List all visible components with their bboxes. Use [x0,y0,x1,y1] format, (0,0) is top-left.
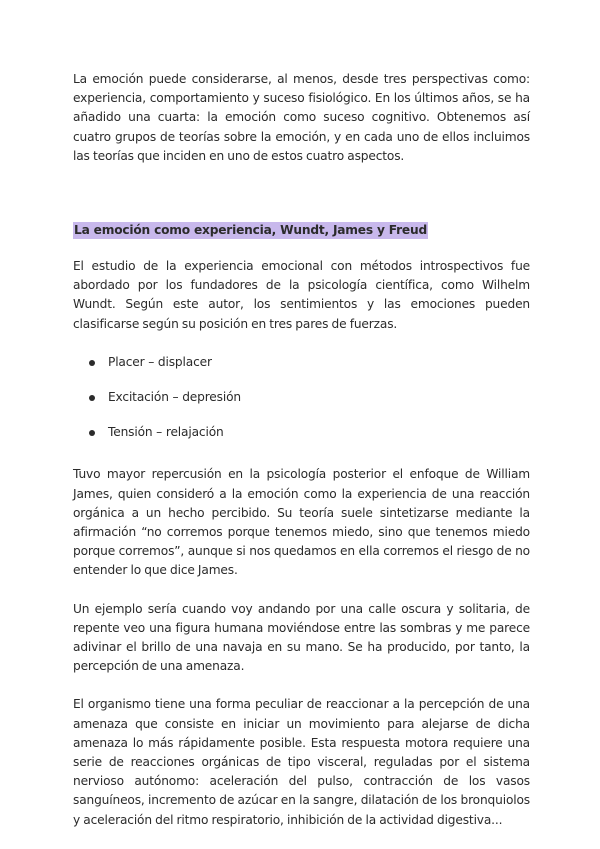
forces-list [73,353,530,443]
section-heading-wrapper [73,219,530,257]
bullet-icon [89,430,95,436]
wundt-paragraph: El estudio de la experiencia emocional con métodos introspectivos fue abordado por los fundadores de la psicología científica, como Wilhelm Wundt. Según este autor, los sentimientos y las emociones pueden clasificarse según su posición en tres pares de fuerzas. [73,259,530,331]
section-heading: La emoción como experiencia, Wundt, James y Freud [74,223,427,238]
list-item [73,388,530,407]
bullet-icon [89,360,95,366]
list-item [73,423,530,442]
james-paragraph: Tuvo mayor repercusión en la psicología posterior el enfoque de William James, quien consideró a la emoción como la experiencia de una reacción orgánica a un hecho percibido. Su teoría suele sintetizarse mediante la afirmación “no corremos porque tenemos miedo, sino que tenemos miedo porque corremos”, aunque si nos quedamos en ella corremos el riesgo de no entender lo que dice James. [73,467,530,578]
list-item-text: Tensión – relajación [108,425,224,440]
list-item-text: Excitación – depresión [108,390,241,405]
intro-paragraph: La emoción puede considerarse, al menos, desde tres perspectivas como: experiencia, comportamiento y suceso fisiológico. En los últimos años, se ha añadido una cuarta: la emoción como suceso cognitivo. Obtenemos así cuatro grupos de teorías sobre la emoción, y en cada uno de ellos incluimos las teorías que inciden en uno de estos cuatro aspectos. [73,72,530,163]
list-item-text: Placer – displacer [108,354,212,369]
document-page [73,70,530,849]
bullet-icon [89,395,95,401]
organism-paragraph: El organismo tiene una forma peculiar de reaccionar a la percepción de una amenaza que consiste en iniciar un movimiento para alejarse de dicha amenaza lo más rápidamente posible. Esta respuesta motora requiere una serie de reacciones orgánicas de tipo visceral, reguladas por el sistema nervioso autónomo: aceleración del pulso, contracción de los vasos sanguíneos, incremento de azúcar en la sangre, dilatación de los bronquiolos y aceleración del ritmo respiratorio, inhibición de la actividad digestiva... [73,697,530,827]
example-paragraph: Un ejemplo sería cuando voy andando por una calle oscura y solitaria, de repente veo una figura humana moviéndose entre las sombras y me parece adivinar el brillo de una navaja en su mano. Se ha producido, por tanto, la percepción de una amenaza. [73,601,530,674]
list-item [73,353,530,372]
